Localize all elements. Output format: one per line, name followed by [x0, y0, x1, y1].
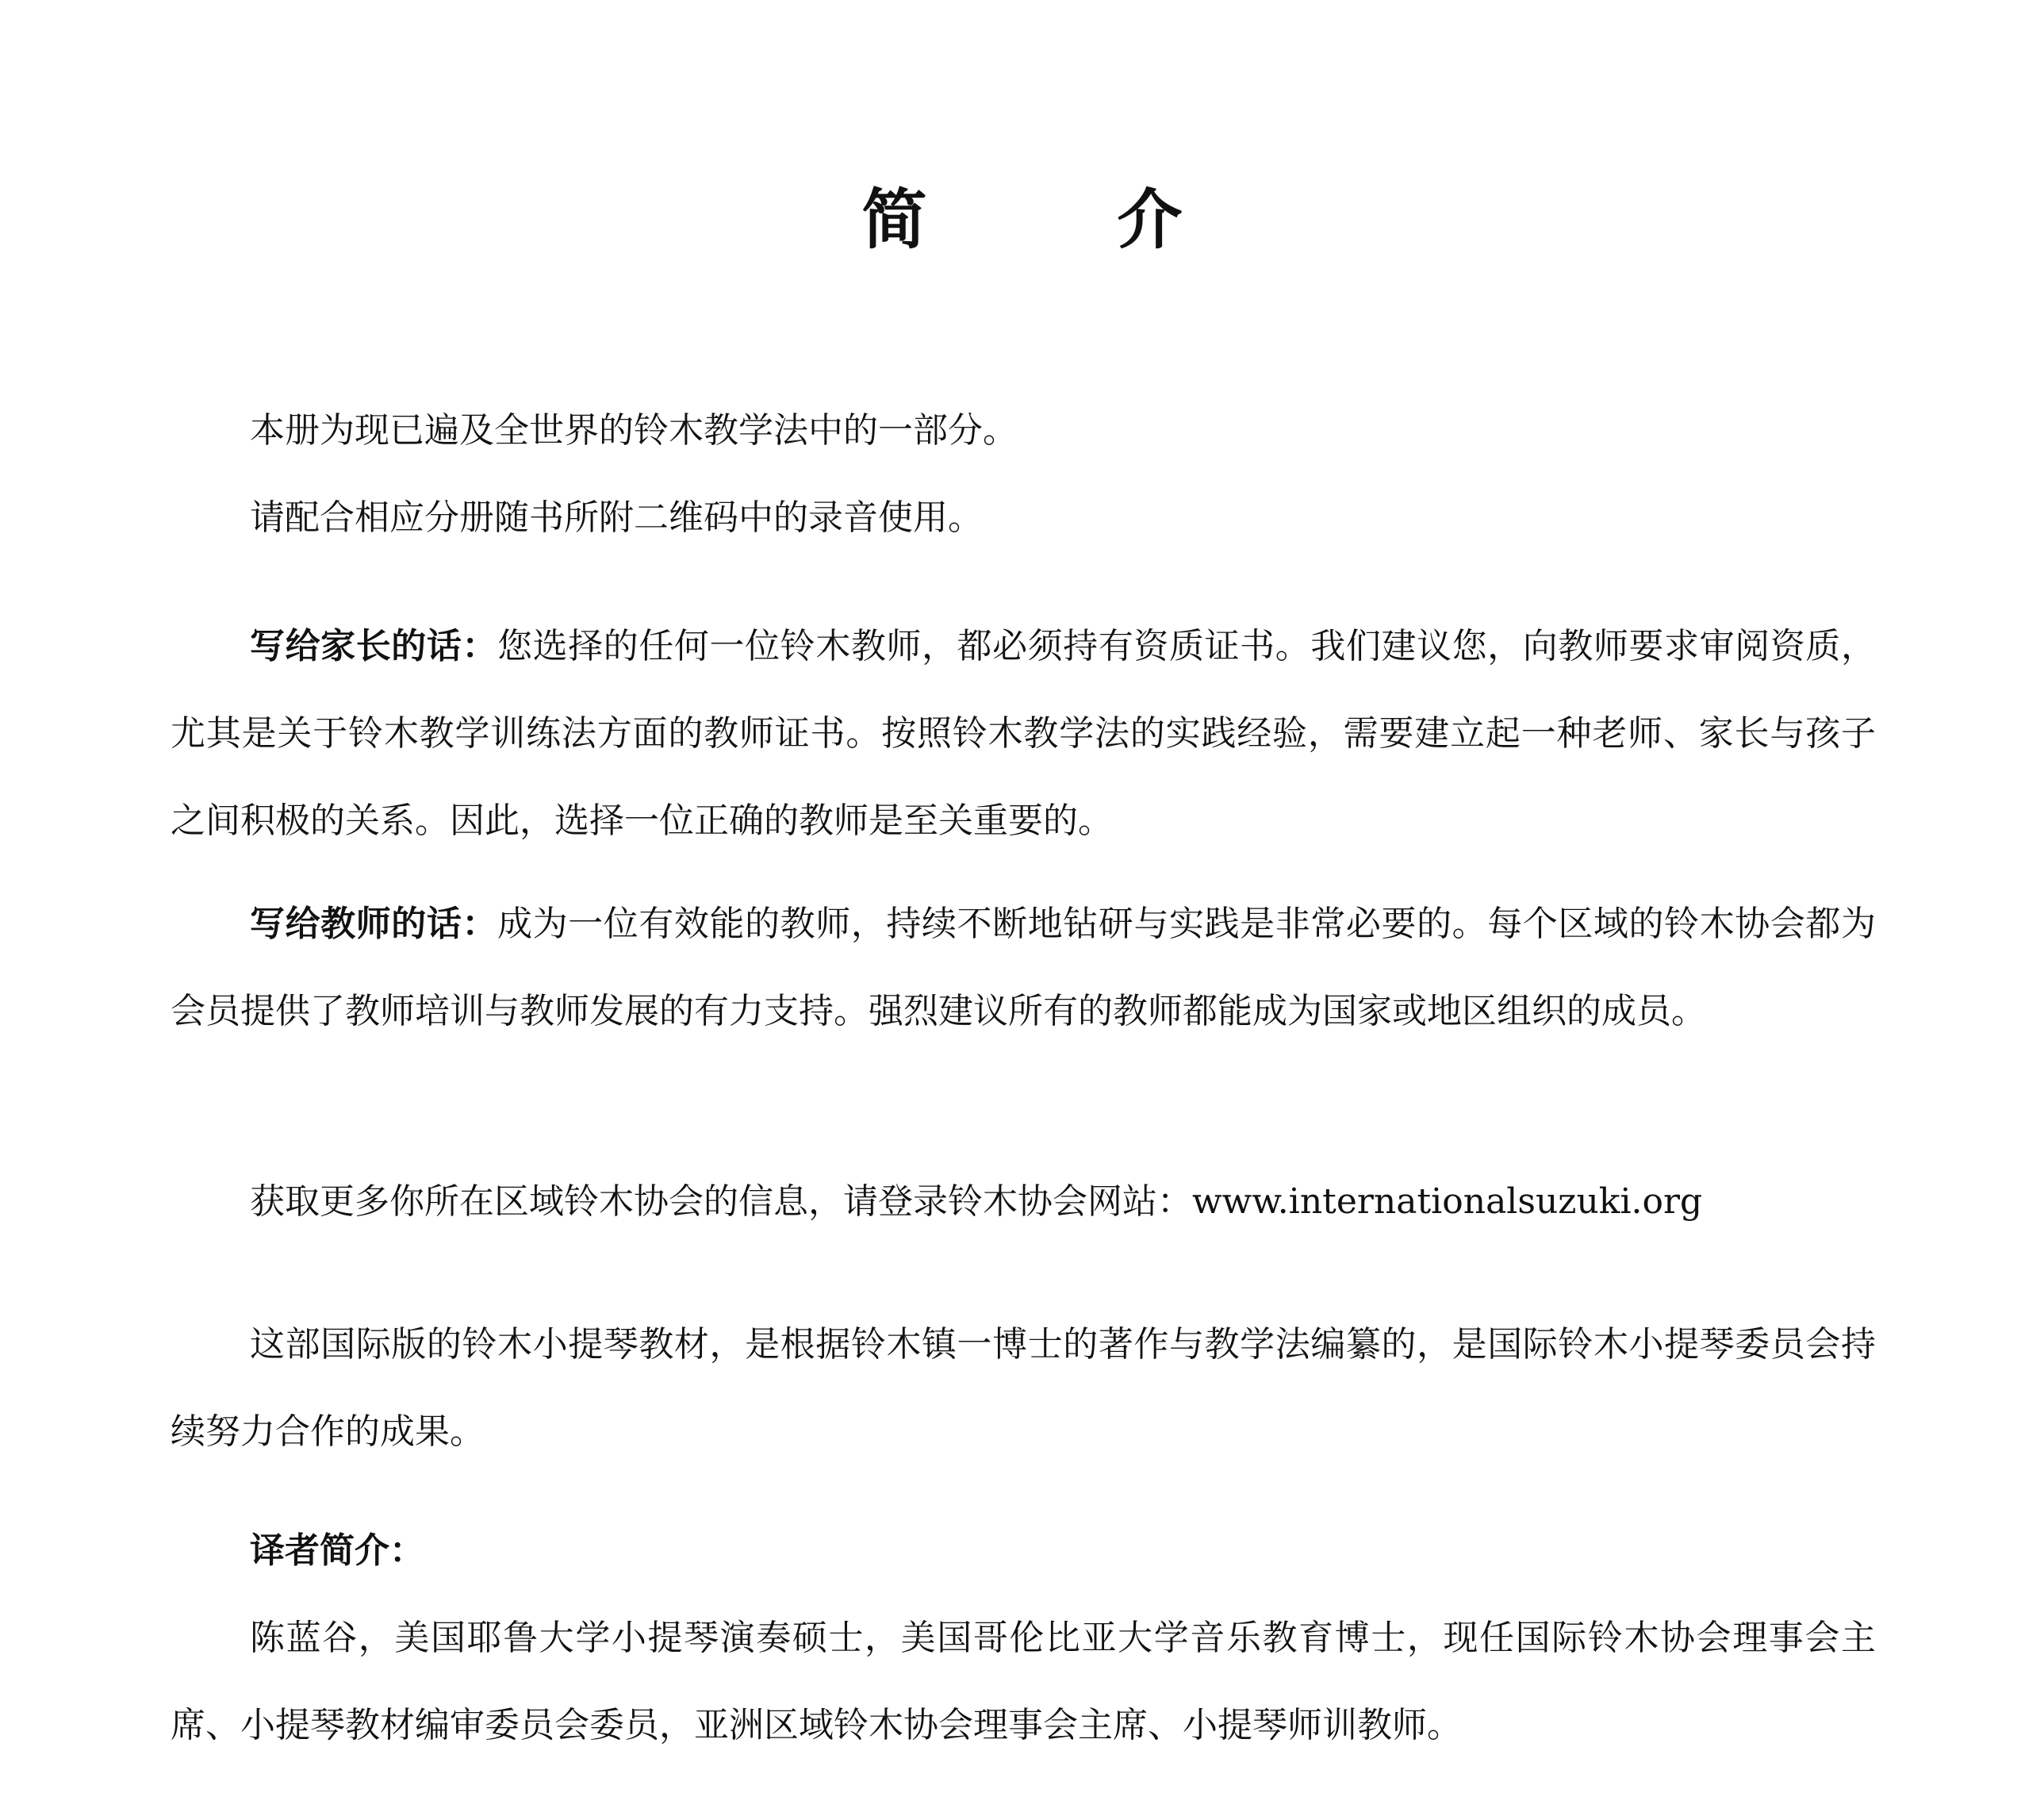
intro-line-1: 本册为现已遍及全世界的铃木教学法中的一部分。 [250, 410, 1018, 451]
parents-section [171, 603, 1876, 865]
title-char-1: 简 [861, 182, 927, 258]
parents-lead: 写给家长的话： [250, 626, 498, 666]
teachers-text: 成为一位有效能的教师，持续不断地钻研与实践是非常必要的。每个区域的铃木协会都为会员提供了教师培训与教师发展的有力支持。强烈建议所有的教师都能成为国家或地区组织的成员。 [171, 904, 1876, 1031]
website-paragraph [171, 1158, 1876, 1246]
intro-line-2: 请配合相应分册随书所附二维码中的录音使用。 [250, 497, 983, 538]
teachers-section [171, 881, 1876, 1055]
parents-text: 您选择的任何一位铃木教师，都必须持有资质证书。我们建议您，向教师要求审阅资质，尤其是关于铃木教学训练法方面的教师证书。按照铃木教学法的实践经验，需要建立起一种老师、家长与孩子之间积极的关系。因此，选择一位正确的教师是至关重要的。 [171, 626, 1876, 841]
title-char-2: 介 [1117, 182, 1183, 258]
edition-paragraph: 这部国际版的铃木小提琴教材，是根据铃木镇一博士的著作与教学法编纂的，是国际铃木小提琴委员会持续努力合作的成果。 [171, 1324, 1876, 1452]
translator-section [171, 1507, 1876, 1769]
intro-section [171, 387, 1876, 562]
website-text: 获取更多你所在区域铃木协会的信息，请登录铃木协会网站： [250, 1181, 1192, 1222]
parents-paragraph [171, 603, 1876, 865]
translator-bio: 陈蓝谷，美国耶鲁大学小提琴演奏硕士，美国哥伦比亚大学音乐教育博士，现任国际铃木协会理事会主席、小提琴教材编审委员会委员，亚洲区域铃木协会理事会主席、小提琴师训教师。 [171, 1618, 1876, 1745]
website-link[interactable]: www.internationalsuzuki.org [1192, 1181, 1703, 1222]
page-title [0, 181, 2044, 260]
teachers-paragraph [171, 881, 1876, 1055]
teachers-lead: 写给教师的话： [250, 904, 498, 944]
translator-heading: 译者简介： [250, 1530, 424, 1571]
website-section [171, 1158, 1876, 1246]
edition-section [171, 1301, 1876, 1476]
